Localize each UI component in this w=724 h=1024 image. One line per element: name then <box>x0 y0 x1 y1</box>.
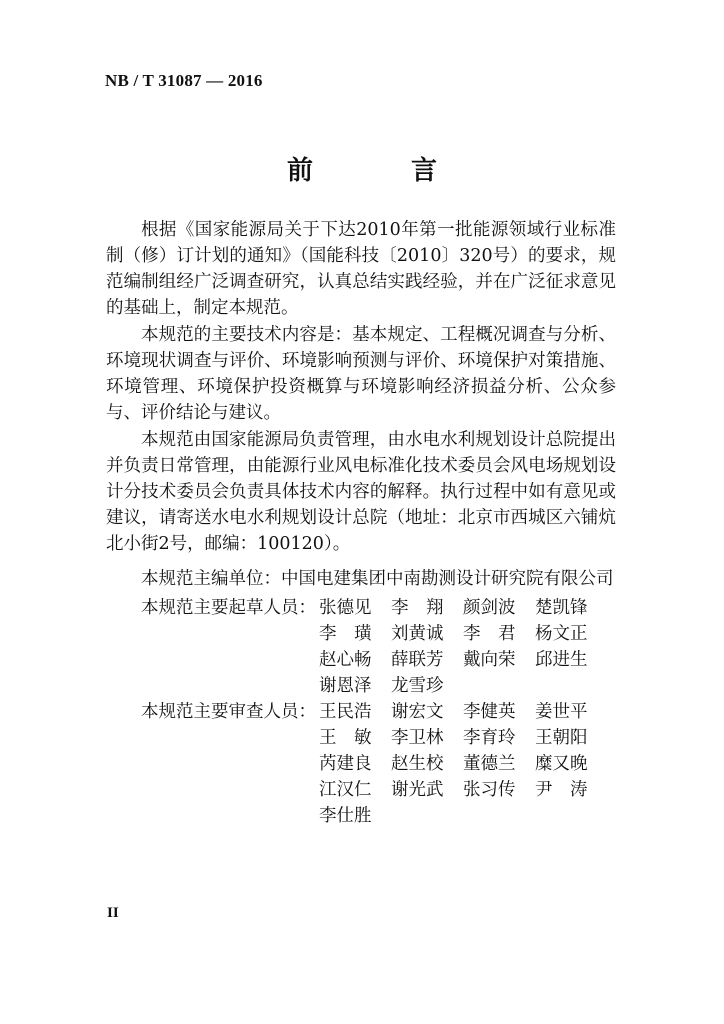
reviewer-name: 谢光武 <box>391 780 444 800</box>
standard-number-header: NB / T 31087 — 2016 <box>105 71 263 90</box>
drafter-name: 刘黄诚 <box>391 624 444 644</box>
page-title: 前 言 <box>286 156 473 186</box>
drafter-name: 赵心畅 <box>319 650 372 670</box>
drafter-name: 戴向荣 <box>463 650 516 670</box>
paragraph-management: 本规范由国家能源局负责管理，由水电水利规划设计总院提出并负责日常管理，由能源行业风电标准化技术委员会风电场规划设计分技术委员会负责具体技术内容的解释。执行过程中如有意见或建议，请寄送水电水利规划设计总院（地址：北京市西城区六铺炕北小街2号，邮编：100120）。 <box>106 430 616 554</box>
reviewers-group <box>141 699 607 829</box>
reviewer-name: 江汉仁 <box>319 780 372 800</box>
reviewers-names <box>319 699 607 829</box>
reviewer-name: 谢宏文 <box>391 702 444 722</box>
drafter-name: 薛联芳 <box>391 650 444 670</box>
preface-body <box>106 217 616 557</box>
reviewer-name: 赵生校 <box>391 754 444 774</box>
paragraph-basis: 根据《国家能源局关于下达2010年第一批能源领域行业标准制（修）订计划的通知》（国能科技〔2010〕320号）的要求，规范编制组经广泛调查研究，认真总结实践经验，并在广泛征求意见的基础上，制定本规范。 <box>106 220 616 318</box>
paragraph-technical-content: 本规范的主要技术内容是：基本规定、工程概况调查与分析、环境现状调查与评价、环境影响预测与评价、环境保护对策措施、环境管理、环境保护投资概算与环境影响经济损益分析、公众参与、评价结论与建议。 <box>106 325 616 423</box>
drafter-name: 楚凯锋 <box>535 598 588 618</box>
chief-editor-unit: 本规范主编单位：中国电建集团中南勘测设计研究院有限公司 <box>141 569 614 589</box>
drafters-names <box>319 595 607 699</box>
drafter-name: 邱进生 <box>535 650 588 670</box>
personnel-list <box>141 595 607 829</box>
drafter-name: 颜剑波 <box>463 598 516 618</box>
reviewers-role-label: 本规范主要审查人员： <box>141 702 316 722</box>
reviewer-name: 董德兰 <box>463 754 516 774</box>
reviewer-name: 张习传 <box>463 780 516 800</box>
drafter-name: 谢恩泽 <box>319 676 372 696</box>
reviewer-name: 李仕胜 <box>319 806 372 826</box>
reviewer-name: 李卫林 <box>391 728 444 748</box>
drafter-name: 李 君 <box>463 624 516 644</box>
reviewer-name: 李育玲 <box>463 728 516 748</box>
drafter-name: 杨文正 <box>535 624 588 644</box>
reviewer-name: 糜又晚 <box>535 754 588 774</box>
drafters-group <box>141 595 607 699</box>
reviewer-name: 王 敏 <box>319 728 372 748</box>
drafter-name: 龙雪珍 <box>391 676 444 696</box>
drafter-name: 李 翔 <box>391 598 444 618</box>
reviewer-name: 李健英 <box>463 702 516 722</box>
reviewer-name: 尹 涛 <box>535 780 588 800</box>
drafters-role-label: 本规范主要起草人员： <box>141 598 316 618</box>
reviewer-name: 王民浩 <box>319 702 372 722</box>
drafter-name: 李 璜 <box>319 624 372 644</box>
reviewer-name: 姜世平 <box>535 702 588 722</box>
reviewer-name: 芮建良 <box>319 754 372 774</box>
page-number: II <box>107 905 119 921</box>
drafter-name: 张德见 <box>319 598 372 618</box>
reviewer-name: 王朝阳 <box>535 728 588 748</box>
